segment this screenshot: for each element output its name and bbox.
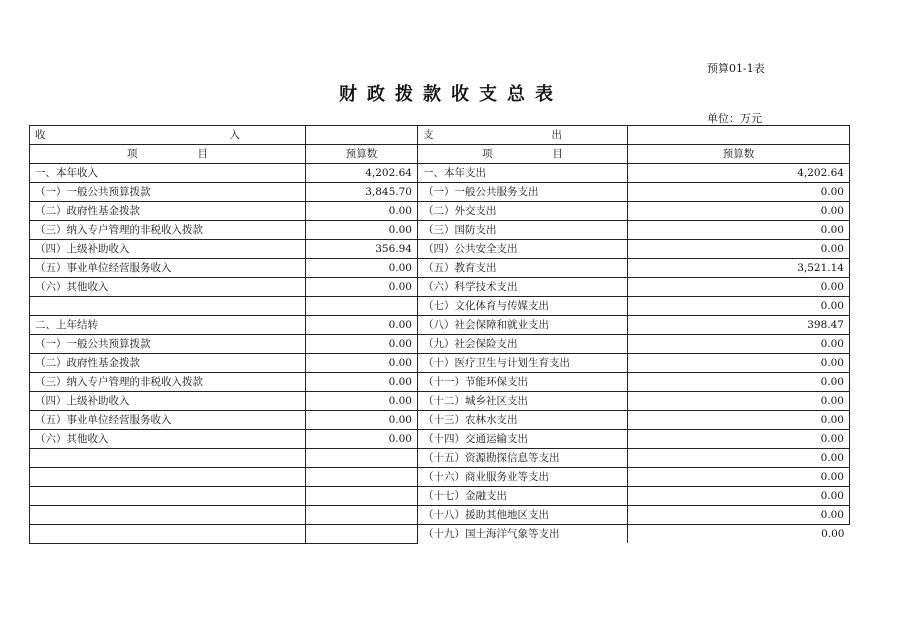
expense-item-cell: （十）医疗卫生与计划生育支出 (418, 354, 628, 373)
page-title: 财政拨款收支总表 (339, 84, 563, 105)
income-item-cell: （六）其他收入 (30, 430, 306, 449)
income-amount-cell: 4,202.64 (306, 164, 418, 183)
table-row (30, 335, 850, 354)
income-item-cell (30, 506, 306, 525)
expense-amount-cell: 0.00 (628, 354, 850, 373)
table-row (30, 449, 850, 468)
expense-item-cell: （七）文化体育与传媒支出 (418, 297, 628, 316)
income-item-cell: （三）纳入专户管理的非税收入拨款 (30, 373, 306, 392)
section-header-row (30, 126, 850, 145)
expense-item-cell: （四）公共安全支出 (418, 240, 628, 259)
expense-item-cell: （二）外交支出 (418, 202, 628, 221)
table-row (30, 430, 850, 449)
income-amount-cell (306, 468, 418, 487)
expense-item-cell: （十六）商业服务业等支出 (418, 468, 628, 487)
income-item-cell (30, 487, 306, 506)
expense-item-cell: （三）国防支出 (418, 221, 628, 240)
income-item-cell (30, 297, 306, 316)
expense-amount-cell: 0.00 (628, 392, 850, 411)
income-item-cell: （三）纳入专户管理的非税收入拨款 (30, 221, 306, 240)
expense-section-blank (628, 126, 850, 145)
expense-section-header (418, 126, 628, 145)
item-head-char-1: 项 (482, 148, 493, 160)
income-amount-cell: 0.00 (306, 373, 418, 392)
income-amount-cell: 0.00 (306, 259, 418, 278)
expense-amount-cell: 0.00 (628, 411, 850, 430)
expense-amount-cell: 0.00 (628, 468, 850, 487)
item-head-char-2: 目 (197, 148, 208, 160)
expense-amount-cell: 0.00 (628, 487, 850, 506)
table-row (30, 468, 850, 487)
table-row (30, 487, 850, 506)
income-item-cell: （一）一般公共预算拨款 (30, 335, 306, 354)
table-row (30, 297, 850, 316)
table-row (30, 183, 850, 202)
income-item-header (30, 145, 306, 164)
expense-item-cell: 一、本年支出 (418, 164, 628, 183)
expense-section-char-2: 出 (551, 129, 562, 141)
expense-item-cell: （八）社会保障和就业支出 (418, 316, 628, 335)
income-amount-cell: 0.00 (306, 221, 418, 240)
table-row (30, 316, 850, 335)
table-row (30, 392, 850, 411)
expense-item-cell: （十九）国土海洋气象等支出 (418, 525, 628, 544)
table-row (30, 202, 850, 221)
expense-item-cell: （十二）城乡社区支出 (418, 392, 628, 411)
expense-amount-cell: 0.00 (628, 449, 850, 468)
income-amount-cell: 0.00 (306, 316, 418, 335)
income-amount-cell: 0.00 (306, 430, 418, 449)
table-row (30, 411, 850, 430)
income-amount-cell: 0.00 (306, 392, 418, 411)
income-amount-cell (306, 506, 418, 525)
expense-item-cell: （九）社会保险支出 (418, 335, 628, 354)
income-amount-cell: 3,845.70 (306, 183, 418, 202)
income-item-cell (30, 468, 306, 487)
income-item-cell: （四）上级补助收入 (30, 240, 306, 259)
income-item-cell: （一）一般公共预算拨款 (30, 183, 306, 202)
income-section-blank (306, 126, 418, 145)
income-item-cell (30, 525, 306, 544)
table-row (30, 525, 850, 544)
expense-amount-cell: 4,202.64 (628, 164, 850, 183)
income-item-cell: （五）事业单位经营服务收入 (30, 259, 306, 278)
expense-item-cell: （一）一般公共服务支出 (418, 183, 628, 202)
income-amount-cell: 0.00 (306, 278, 418, 297)
expense-section-char-1: 支 (423, 129, 434, 141)
income-item-cell: （二）政府性基金拨款 (30, 202, 306, 221)
expense-item-cell: （十七）金融支出 (418, 487, 628, 506)
expense-amount-cell: 0.00 (628, 221, 850, 240)
expense-item-header (418, 145, 628, 164)
expense-item-cell: （六）科学技术支出 (418, 278, 628, 297)
income-section-char-1: 收 (35, 129, 46, 141)
income-section-header (30, 126, 306, 145)
expense-amount-header: 预算数 (628, 145, 850, 164)
expense-item-cell: （十八）援助其他地区支出 (418, 506, 628, 525)
income-item-cell (30, 449, 306, 468)
income-amount-header: 预算数 (306, 145, 418, 164)
expense-item-cell: （十四）交通运输支出 (418, 430, 628, 449)
income-item-cell: （二）政府性基金拨款 (30, 354, 306, 373)
table-row (30, 373, 850, 392)
income-section-char-2: 入 (229, 129, 240, 141)
expense-amount-cell: 398.47 (628, 316, 850, 335)
table-row (30, 506, 850, 525)
expense-amount-cell: 0.00 (628, 430, 850, 449)
expense-amount-cell: 0.00 (628, 278, 850, 297)
expense-item-cell: （十五）资源勘探信息等支出 (418, 449, 628, 468)
income-amount-cell (306, 449, 418, 468)
income-amount-cell (306, 525, 418, 544)
table-row (30, 240, 850, 259)
income-item-cell: 一、本年收入 (30, 164, 306, 183)
item-head-char-2: 目 (552, 148, 563, 160)
income-amount-cell: 0.00 (306, 202, 418, 221)
expense-amount-cell: 0.00 (628, 240, 850, 259)
income-amount-cell (306, 297, 418, 316)
expense-amount-cell: 0.00 (628, 183, 850, 202)
expense-item-cell: （十三）农林水支出 (418, 411, 628, 430)
income-item-cell: 二、上年结转 (30, 316, 306, 335)
expense-amount-cell: 0.00 (628, 297, 850, 316)
expense-item-cell: （十一）节能环保支出 (418, 373, 628, 392)
expense-amount-cell: 0.00 (628, 373, 850, 392)
item-head-char-1: 项 (127, 148, 138, 160)
table-row (30, 221, 850, 240)
income-amount-cell: 0.00 (306, 335, 418, 354)
income-amount-cell: 0.00 (306, 411, 418, 430)
table-row (30, 278, 850, 297)
expense-amount-cell: 0.00 (628, 202, 850, 221)
expense-item-cell: （五）教育支出 (418, 259, 628, 278)
income-item-cell: （六）其他收入 (30, 278, 306, 297)
expense-amount-cell: 0.00 (628, 506, 850, 525)
expense-amount-cell: 0.00 (821, 528, 845, 541)
unit-label: 单位：万元 (707, 112, 762, 125)
income-amount-cell: 356.94 (306, 240, 418, 259)
table-row (30, 164, 850, 183)
income-item-cell: （四）上级补助收入 (30, 392, 306, 411)
expense-amount-cell: 3,521.14 (628, 259, 850, 278)
income-amount-cell (306, 487, 418, 506)
form-code: 预算01-1表 (707, 62, 765, 75)
budget-table (29, 125, 850, 544)
column-header-row (30, 145, 850, 164)
table-row (30, 354, 850, 373)
income-amount-cell: 0.00 (306, 354, 418, 373)
income-item-cell: （五）事业单位经营服务收入 (30, 411, 306, 430)
expense-amount-cell: 0.00 (628, 335, 850, 354)
table-row (30, 259, 850, 278)
